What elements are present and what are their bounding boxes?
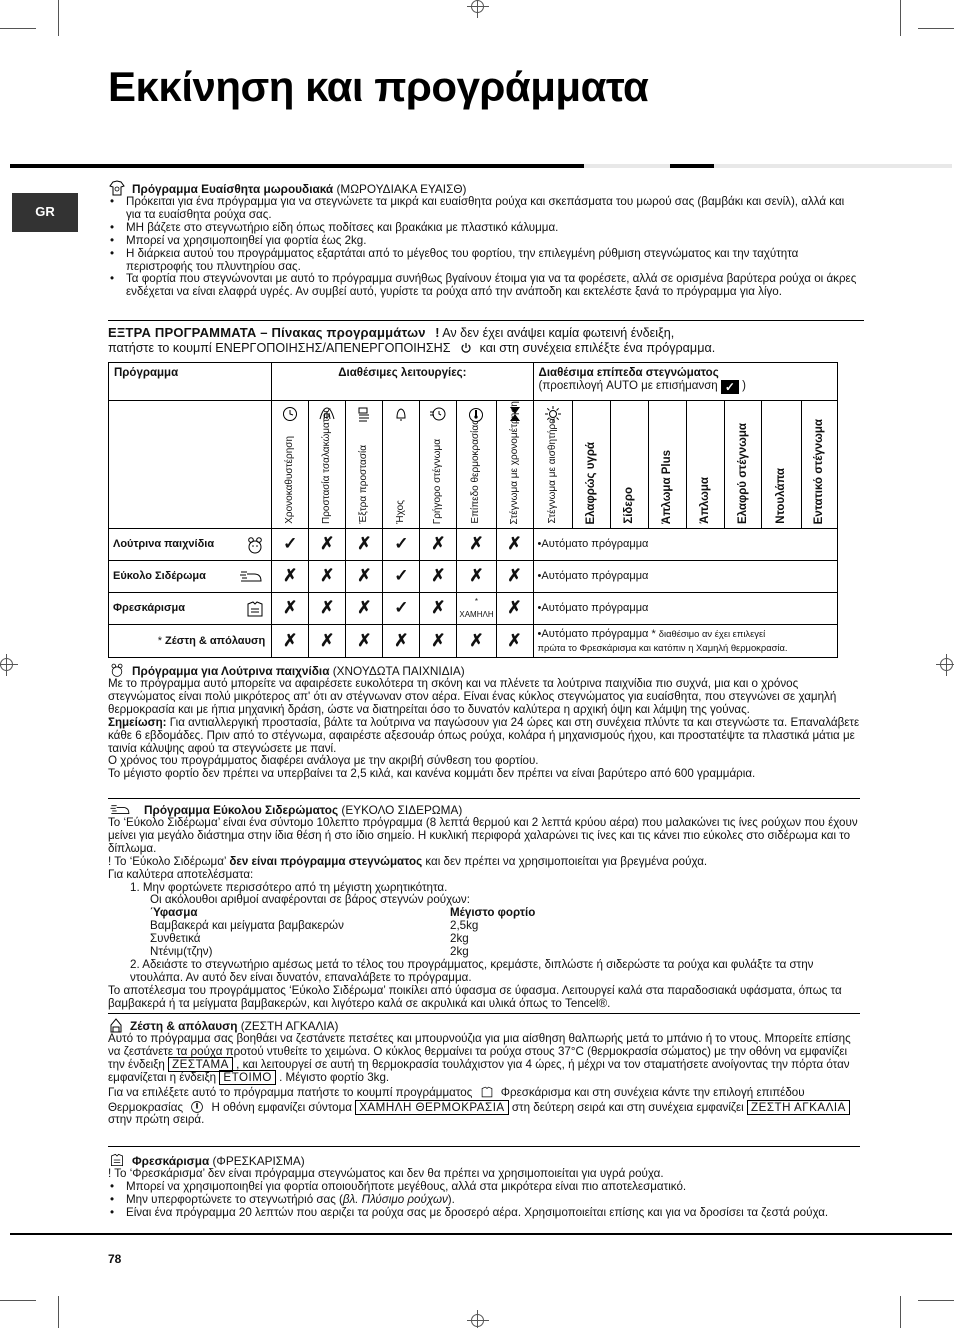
paragraph: Ο χρόνος του προγράμματος διαφέρει ανάλογα με την ακριβή σύνθεση του φορτίου. [108, 754, 539, 768]
mark-cell: ✗ [272, 561, 309, 593]
table-row [109, 593, 838, 625]
warning-mark: ! [435, 326, 440, 340]
level-col: Ντουλάπα [761, 401, 801, 529]
mark-cell: ✗ [496, 593, 533, 625]
display-text-warm-hug: ΖΕΣΤΗ ΑΓΚΑΛΙΑ [747, 1100, 850, 1115]
iron-icon [239, 569, 265, 585]
mark-cell: ✗ [496, 561, 533, 593]
table-row [109, 529, 838, 561]
mark-cell: ✗ [309, 561, 346, 593]
fabric-load: 2kg [450, 932, 469, 946]
warm-icon [108, 1017, 124, 1033]
crop-mark [0, 1300, 36, 1301]
display-text-ready: ΕΤΟΙΜΟ [219, 1070, 276, 1085]
mark-cell: ✗ [309, 529, 346, 561]
baby-section [108, 180, 858, 299]
baby-bullets [108, 196, 858, 299]
page-number: 78 [108, 1252, 122, 1266]
fabric-load: 2kg [450, 945, 469, 959]
mark-cell: ✓ [383, 561, 420, 593]
paragraph: Το αποτέλεσμα του προγράμματος ‘Εύκολο Σιδέρωμα’ ποικίλει από ύφασμα σε ύφασμα. Λειτουργεί καλά στα παραδοσιακά υφάσματα, όπως τα βαμβακερά ή τα μείγματα βαμβακερών, και λιγότερο καλά σε ακρυλικά και υλικά όπως το Tencel®. [108, 983, 842, 1010]
crop-mark [58, 1296, 59, 1328]
registration-mark-top [467, 0, 489, 18]
auto-program-cell: •Αυτόματο πρόγραμμα [533, 561, 837, 593]
mark-cell: ✓ [383, 529, 420, 561]
mark-cell: ✗ [309, 593, 346, 625]
check-icon: ✓ [721, 380, 739, 394]
header-program: Πρόγραμμα [109, 363, 272, 401]
divider [108, 320, 864, 321]
registration-mark-left [0, 654, 18, 676]
func-col-extra-care: Έξτρα προστασία [346, 401, 383, 529]
auto-program-cell: •Αυτόματο πρόγραμμα [533, 529, 837, 561]
divider [108, 1146, 860, 1147]
list-item: • Μπορεί να χρησιμοποιηθεί για φορτία έως 2kg. [108, 235, 858, 248]
language-tab: GR [12, 193, 78, 232]
row-label: Εύκολο Σιδέρωμα [109, 561, 272, 593]
extra-heading: ΕΞΤΡΑ ΠΡΟΓΡΑΜΜΑΤΑ – Πίνακας προγραμμάτων [108, 325, 426, 340]
func-col-quick: Γρήγορο στέγνωμα [420, 401, 457, 529]
func-col-anticrease: Προστασία τσαλακώματος [309, 401, 346, 529]
step: 2. Αδειάστε το στεγνωτήριο αμέσως μετά το τέλος του προγράμματος, κρεμάστε, διπλώστε ή σιδερώστε τα ρούχα και φυλάξτε τα στην ντουλάπα. Αν αυτό δεν είναι δυνατόν, επαναλάβετε το πρόγραμμα. [130, 957, 814, 984]
registration-mark-right [936, 654, 954, 676]
crop-mark [900, 0, 901, 36]
quick-dry-icon [429, 405, 447, 423]
level-col: Άπλωμα Plus [648, 401, 686, 529]
paragraph: ! Το ‘Φρεσκάρισμα’ δεν είναι πρόγραμμα στεγνώματος και δεν θα πρέπει να χρησιμοποιείται για υγρά ρούχα. [108, 1167, 664, 1180]
mark-cell: ✗ [457, 529, 496, 561]
row-label: * Ζέστη & απόλαυση [109, 625, 272, 658]
plush-heading: Πρόγραμμα για Λούτρινα παιχνίδια (ΧΝΟΥΔΩΤΑ ΠΑΙΧΝΙΔΙΑ) [108, 662, 860, 678]
mark-cell: ✗ [272, 625, 309, 658]
footer-rule [10, 1233, 952, 1235]
display-text-low-temp: ΧΑΜΗΛΗ ΘΕΡΜΟΚΡΑΣΙΑ [355, 1100, 508, 1115]
fabric-name: Βαμβακερά και μείγματα βαμβακερών [150, 919, 344, 933]
level-col: Ελαφρώς υγρά [572, 401, 610, 529]
fabric-load: 2,5kg [450, 919, 479, 933]
func-col-timed: Στέγνωμα με χρονομέτρηση [496, 401, 533, 529]
extra-section: ΕΞΤΡΑ ΠΡΟΓΡΑΜΜΑΤΑ – Πίνακας προγραμμάτων ! Αν δεν έχει ανάψει καμία φωτεινή ένδειξη, πατήστε το κουμπί ΕΝΕΡΓΟΠΟΙΗΣΗΣ/ΑΠΕΝΕΡΓΟΠΟΙΗΣΗΣ και στη συνέχεια επιλέξτε ένα πρόγραμμα. [108, 325, 716, 355]
paragraph: Σημείωση: Για αντιαλλεργική προστασία, βάλτε τα λούτρινα να παγώσουν για 24 ώρες και στη συνέχεια πλύντε τα και στεγνώστε τα. Επαναλάβετε κάθε 6 εβδομάδες. Πριν από το στέγνωμα, αφαιρέστε αξεσουάρ όπως ρούχα, κολάρα ή μηχανισμούς ήχου, και προστατέψτε τα πλαστικά μάτια με ταινία κάλυψης αφού τα στεγνώσετε με πανί. [108, 715, 860, 755]
auto-program-cell: •Αυτόματο πρόγραμμα * διαθέσιμο αν έχει επιλεγεί πρώτα το Φρεσκάρισμα και κατόπιν η Χαμηλή θερμοκρασία. [533, 625, 837, 658]
mark-cell: ✗ [383, 625, 420, 658]
thermometer-icon [190, 1100, 204, 1114]
paragraph: Οι ακόλουθοι αριθμοί αναφέρονται σε βάρος στεγνών ρούχων: [150, 893, 470, 907]
paragraph: Για να επιλέξετε αυτό το πρόγραμμα πατήστε το κουμπί προγράμματος Φρεσκάρισμα και στη συνέχεια κάντε την επιλογή επιπέδου Θερμοκρασίας Η οθόνη εμφανίζει σύντομα ΧΑΜΗΛΗ ΘΕΡΜΟΚΡΑΣΙΑ στη δεύτερη σειρά και στη συνέχεια εμφανίζει ΖΕΣΤΗ ΑΓΚΑΛΙΑ στην πρώτη σειρά. [108, 1085, 860, 1128]
fabric-name: Ντένιμ(τζην) [150, 945, 213, 959]
level-col: Άπλωμα [686, 401, 724, 529]
func-col-temp: Επίπεδο θερμοκρασίας [457, 401, 496, 529]
row-label: Φρεσκάρισμα [109, 593, 272, 625]
list-item: • Τα φορτία που στεγνώνονται με αυτό το πρόγραμμα συνήθως βγαίνουν έτοιμα για να τα φορέσετε, αλλά σε ορισμένα βαρύτερα ρούχα οι άκρες ενδέχεται να είναι ελαφρά υγρές. Αν συμβεί αυτό, γυρίστε τα ρούχα από την ανάποδη και εκτελέστε ξανά το πρόγραμμα για λίγο. [108, 273, 858, 299]
plush-section [108, 662, 860, 781]
header-rule [714, 164, 952, 168]
mark-cell: ✗ [346, 625, 383, 658]
mark-cell: ✗ [272, 593, 309, 625]
level-col: Εντατικό στέγνωμα [801, 401, 837, 529]
fabric-table [108, 907, 860, 959]
table-blank [109, 401, 272, 529]
mark-cell: ✗ [420, 593, 457, 625]
row-label: Λούτρινα παιχνίδια [109, 529, 272, 561]
bell-icon [392, 405, 410, 423]
plush-toy-icon [245, 535, 265, 555]
mark-cell: ✓ [272, 529, 309, 561]
paragraph: Με το πρόγραμμα αυτό μπορείτε να αφαιρέσετε ευκολότερα τη σκόνη και να πλένετε τα λούτρινα παιχνίδια πιο συχνά, μια και ο χρόνος στεγνώματος είναι πολύ μικρότερος απ' ότι αν στέγνωναν στον αέρα. Είναι ένας κύκλος στεγνώματος για ευαίσθητα, που στεγνώνει σε χαμηλή θερμοκρασία και με ήπια μηχανική δράση, ώστε να διατηρείται όσο το δυνατόν καλύτερα η αρχική όψη και λάμψη της γούνας. [108, 677, 837, 716]
header-rule [10, 164, 584, 168]
paragraph: Για καλύτερα αποτελέσματα: [108, 867, 254, 881]
power-icon [460, 342, 472, 354]
plush-toy-icon [108, 662, 126, 678]
warm-heading: Ζέστη & απόλαυση (ΖΕΣΤΗ ΑΓΚΑΛΙΑ) [108, 1017, 860, 1033]
iron-heading: Πρόγραμμα Εύκολου Σιδερώματος (ΕΥΚΟΛΟ ΣΙΔΕΡΩΜΑ) [108, 803, 860, 817]
shirt-refresh-icon [480, 1085, 494, 1099]
display-text-warming: ΖΕΣΤΑΜΑ [168, 1057, 233, 1072]
list-item: • Η διάρκεια αυτού του προγράμματος εξαρτάται από το μέγεθος του φορτίου, την επιλεγμένη ρύθμιση στεγνώματος και την ταχύτητα περιστροφής του πλυντηρίου σας. [108, 248, 858, 274]
registration-mark-bottom [467, 1310, 489, 1328]
mark-cell: ✗ [457, 625, 496, 658]
mark-cell: ✗ [496, 625, 533, 658]
mark-cell: ✗ [496, 529, 533, 561]
mark-cell: ✗ [309, 625, 346, 658]
func-col-buzzer: Ήχος [383, 401, 420, 529]
crop-mark [918, 28, 954, 29]
paragraph: Το μέγιστο φορτίο δεν πρέπει να υπερβαίνει τα 2,5 κιλά, και κανένα κομμάτι δεν πρέπει να είναι βαρύτερο από 600 γραμμάρια. [108, 767, 756, 781]
mark-cell: ✓ [383, 593, 420, 625]
crop-mark [918, 1300, 954, 1301]
mark-cell: ✗ [457, 561, 496, 593]
mark-cell: ✗ [346, 593, 383, 625]
level-col: Σίδερο [610, 401, 648, 529]
fresh-bullets [108, 1181, 860, 1220]
level-col: Ελαφρύ στέγνωμα [724, 401, 761, 529]
header-functions: Διαθέσιμες λειτουργίες: [272, 363, 533, 401]
func-col-sensor: Στέγνωμα με αισθητήρα [533, 401, 572, 529]
mark-cell: ✗ [346, 561, 383, 593]
list-item: • Μην υπερφορτώνετε το στεγνωτήριό σας (βλ. Πλύσιμο ρούχων). [108, 1194, 860, 1207]
mark-cell: * ΧΑΜΗΛΗ [457, 593, 496, 625]
mark-cell: ✗ [420, 561, 457, 593]
paragraph: Το ‘Εύκολο Σιδέρωμα’ είναι ένα σύντομο 10λεπτο πρόγραμμα (8 λεπτά θερμού και 2 λεπτά κρύου αέρα) που μαλακώνει τις ίνες ρούχων που έχουν μείνει για μεγάλο διάστημα στην ίδια θέση ή στο ίδιο σημείο. Η κυκλική περιφορά χαλαρώνει τις ίνες και τις κάνει πιο εύκολες στο σιδέρωμα και το δίπλωμα. [108, 816, 858, 855]
divider [108, 798, 860, 799]
crop-mark [0, 28, 36, 29]
extra-care-icon [355, 405, 373, 423]
crop-mark [58, 0, 59, 36]
mark-cell: ✗ [420, 625, 457, 658]
warm-section [108, 1017, 860, 1127]
paragraph: ! Το ‘Εύκολο Σιδέρωμα’ δεν είναι πρόγραμμα στεγνώματος και δεν πρέπει να χρησιμοποιείται για βρεγμένα ρούχα. [108, 854, 708, 868]
programme-table [108, 362, 838, 658]
header-rule [584, 164, 670, 168]
iron-icon [108, 803, 134, 817]
table-row [109, 625, 838, 658]
baby-clothes-icon [108, 180, 126, 196]
fabric-name: Συνθετικά [150, 932, 201, 946]
func-col-delay: Χρονοκαθυστέρηση [272, 401, 309, 529]
list-item: • ΜΗ βάζετε στο στεγνωτήριο είδη όπως ποδίτσες και βρακάκια με πλαστικό κάλυμμα. [108, 222, 858, 235]
auto-program-cell: •Αυτόματο πρόγραμμα [533, 593, 837, 625]
paragraph: Αυτό το πρόγραμμα σας βοηθάει να ζεστάνετε πετσέτες και μπουρνούζια για μια αίσθηση θαλπωρής μετά το μπάνιο ή το ντους. Μπορείτε επίσης να ζεστάνετε τα ρούχα προτού ντυθείτε το χειμώνα. Ο κύκλος θερμαίνει τα ρούχα στους 37°C (θερμοκρασία σώματος) με την οθόνη να εμφανίζει την ένδειξη ΖΕΣΤΑΜΑ , και λειτουργεί σε αυτή τη θερμοκρασία τουλάχιστον για 4 ώρες, ή μέχρι να τον σταματήσετε ανοίγοντας την πόρτα όταν εμφανίζεται η ένδειξη ΕΤΟΙΜΟ . Μέγιστο φορτίο 3kg. [108, 1032, 851, 1084]
fresh-section [108, 1152, 860, 1220]
mark-cell: ✗ [346, 529, 383, 561]
list-item: • Είναι ένα πρόγραμμα 20 λεπτών που αεριζει τα ρούχα σας με δροσερό αέρα. Χρησιμοποιείται επίσης και για να δροσίσει τα ζεστά ρούχα. [108, 1207, 860, 1220]
baby-heading: Πρόγραμμα Ευαίσθητα μωρουδιακά (ΜΩΡΟΥΔΙΑΚΑ ΕΥΑΙΣΘ) [108, 180, 858, 196]
crop-mark [900, 1296, 901, 1328]
extra-note: Αν δεν έχει ανάψει καμία φωτεινή ένδειξη, [442, 326, 675, 340]
load-header: Μέγιστο φορτίο [450, 906, 536, 920]
delay-timer-icon [281, 405, 299, 423]
fresh-heading: Φρεσκάρισμα (ΦΡΕΣΚΑΡΙΣΜΑ) [108, 1152, 860, 1168]
header-levels: Διαθέσιμα επίπεδα στεγνώματος (προεπιλογή AUTO με επισήμανση ✓ ) [533, 363, 837, 401]
shirt-refresh-icon [108, 1152, 126, 1168]
mark-cell: ✗ [420, 529, 457, 561]
iron-section [108, 803, 860, 1011]
fabric-header: Ύφασμα [150, 906, 198, 920]
shirt-refresh-icon [245, 599, 265, 619]
list-item: • Μπορεί να χρησιμοποιηθεί για φορτία οποιουδήποτε μεγέθους, αλλά στα μικρότερα είναι πιο αποτελεσματικό. [108, 1181, 860, 1194]
divider [108, 1013, 860, 1014]
page-title: Εκκίνηση και προγράμματα [108, 63, 649, 110]
header-rule [670, 164, 714, 168]
table-row [109, 561, 838, 593]
list-item: • Πρόκειται για ένα πρόγραμμα για να στεγνώνετε τα μικρά και ευαίσθητα ρούχα και σκεπάσματα του μωρού σας (βαμβάκι και σενίλ), αλλά και για τα ευαίσθητα ρούχα σας. [108, 196, 858, 222]
step: 1. Μην φορτώνετε περισσότερο από τη μέγιστη χωρητικότητα. [130, 880, 448, 894]
